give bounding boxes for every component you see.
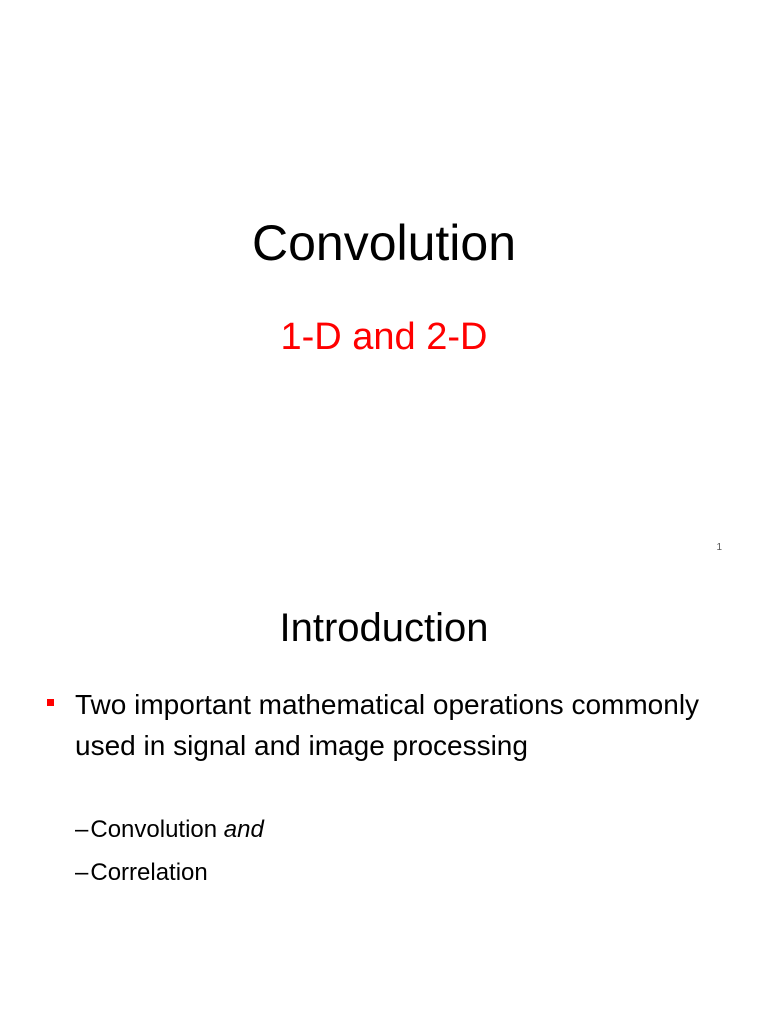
sub-bullet-item: [75, 814, 264, 846]
slide-2: [0, 560, 768, 1024]
sub-bullet-emphasis: and: [223, 816, 264, 843]
slide-title: Introduction: [279, 606, 489, 650]
sub-bullet-text: Correlation: [90, 859, 208, 886]
slide-title: Convolution: [251, 215, 517, 271]
dash-marker: –: [75, 816, 89, 843]
red-square-bullet-icon: [47, 699, 54, 706]
slide-number: 1: [716, 542, 722, 553]
dash-marker: –: [75, 859, 89, 886]
slide-subtitle: 1-D and 2-D: [280, 316, 488, 358]
sub-bullet-text: Convolution: [90, 816, 224, 843]
bullet-text: Two important mathematical operations commonly used in signal and image processing: [75, 689, 700, 761]
bullet-item: [44, 684, 704, 766]
sub-bullet-item: [75, 857, 208, 889]
